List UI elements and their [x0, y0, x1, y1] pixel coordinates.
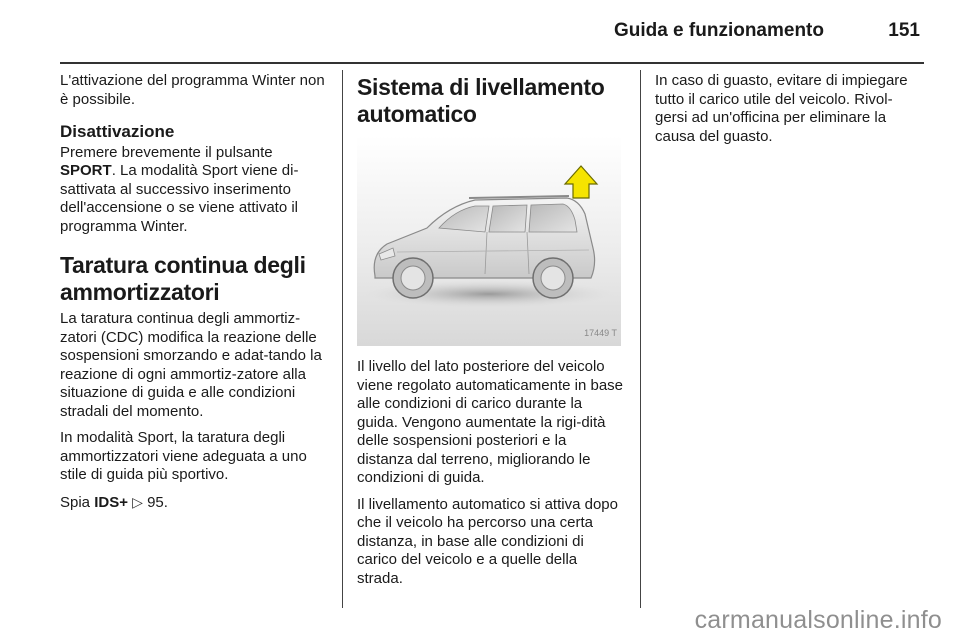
column-left [60, 72, 328, 520]
spia-paragraph [60, 493, 328, 513]
page-header [60, 0, 924, 64]
column-right [655, 72, 925, 154]
livellamento-paragraph-2: Il livellamento automatico si attiva dopo che il veicolo ha percorso una certa distanza, in base alle condizioni di carico del veicolo e a quelle della strada. [357, 495, 618, 587]
text-fragment: Spia [60, 493, 91, 511]
taratura-paragraph-1: La taratura continua degli ammortiz-zatori (CDC) modifica la reazione delle sospensioni smorzando e adat-tando la reazione di ogni ammortiz-zatore alla situazione di guida e alle condizioni stradali del momento. [60, 310, 322, 420]
figure-code: 17449 T [584, 327, 617, 338]
sport-button-label: SPORT [60, 162, 112, 179]
column-separator [640, 70, 641, 608]
guasto-paragraph: In caso di guasto, evitare di impiegare tutto il carico utile del veicolo. Rivol-gersi ad un'officina per eliminare la causa del guasto. [655, 72, 908, 145]
text-fragment: . La modalità Sport viene di-sattivata al successivo inserimento dell'accensione o se viene attivato il programma Winter. [60, 162, 299, 235]
column-separator [342, 70, 343, 608]
ids-label: IDS+ [94, 493, 128, 511]
disattivazione-paragraph [60, 144, 328, 237]
page-reference-link[interactable]: 95. [147, 493, 168, 511]
watermark: carmanualsonline.info [694, 606, 942, 634]
page-reference-icon: ▷ [132, 493, 143, 510]
car-illustration [357, 136, 621, 346]
header-title: Guida e funzionamento [613, 20, 824, 41]
car-drawing [357, 136, 621, 346]
heading-livellamento: Sistema di livellamento automatico [357, 74, 605, 127]
intro-paragraph: L'attivazione del programma Winter non è possibile. [60, 72, 325, 108]
column-middle [357, 72, 625, 596]
heading-disattivazione: Disattivazione [60, 122, 175, 141]
text-fragment: Premere brevemente il pulsante [60, 143, 273, 161]
page-number: 151 [888, 20, 920, 41]
livellamento-paragraph-1: Il livello del lato posteriore del veicolo viene regolato automaticamente in base alle condizioni di carico durante la guida. Vengono aumentate la rigi-dità delle sospensioni posteriori e la distanza dal terreno, migliorando le condizioni di guida. [357, 358, 624, 486]
heading-taratura: Taratura continua degli ammortizzatori [60, 252, 306, 305]
taratura-paragraph-2: In modalità Sport, la taratura degli ammortizzatori viene adeguata a uno stile di guida più sportivo. [60, 429, 307, 483]
